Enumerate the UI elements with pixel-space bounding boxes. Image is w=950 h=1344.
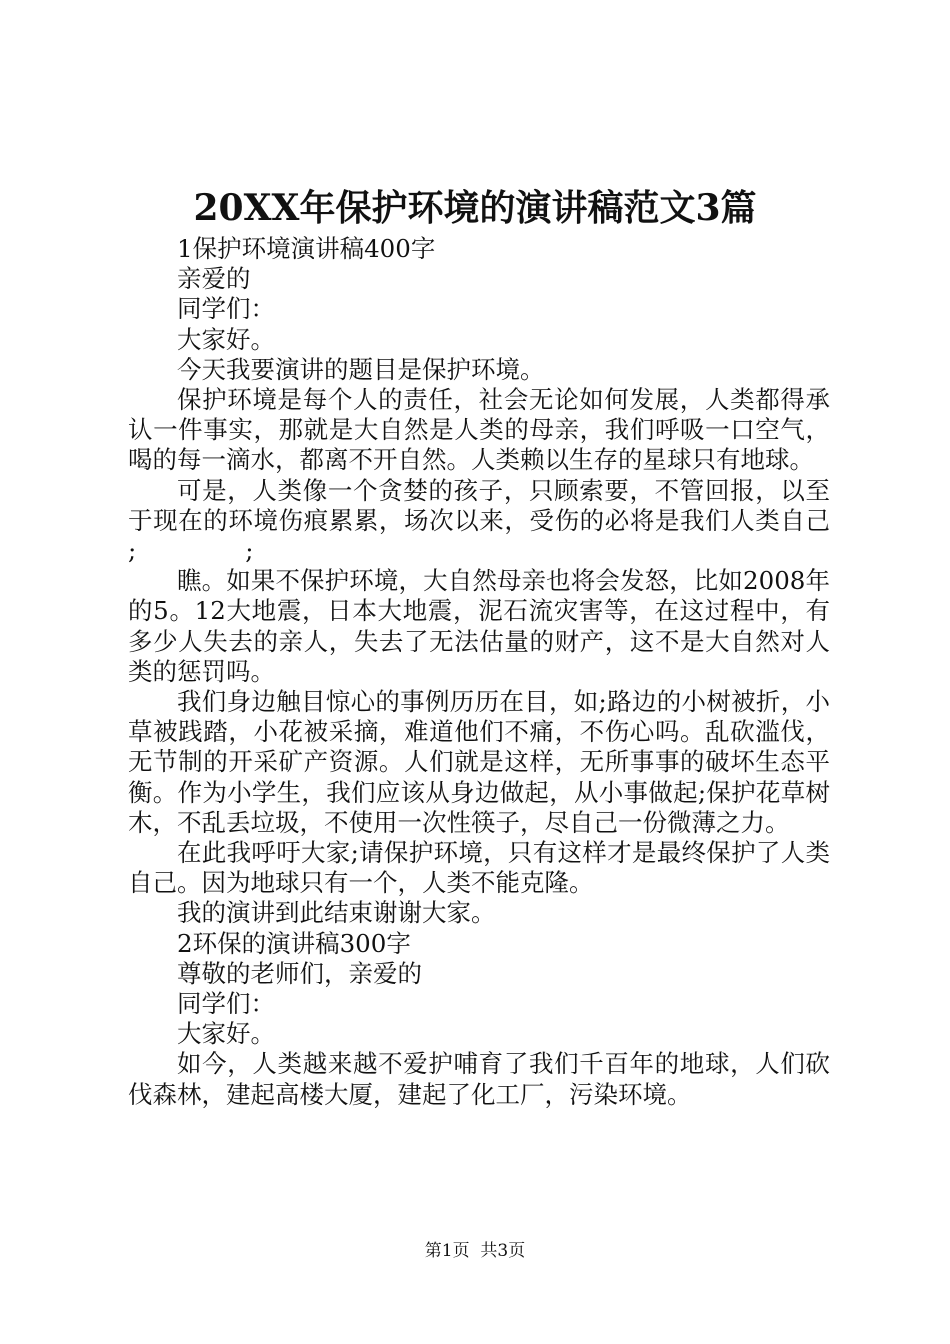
section-heading: 1保护环境演讲稿400字 (177, 234, 436, 263)
paragraph: 我们身边触目惊心的事例历历在目，如;路边的小树被折，小草被践踏，小花被采摘，难道他们不痛，不伤心吗。乱砍滥伐，无节制的开采矿产资源。人们就是这样，无所事事的破坏生态平衡。作为小学生，我们应该从身边做起，从小事做起;保护花草树木，不乱丢垃圾，不使用一次性筷子，尽自己一份微薄之力。 (128, 687, 830, 837)
document-body (128, 234, 940, 1110)
salutation-line: 尊敬的老师们，亲爱的 (177, 958, 422, 988)
salutation-line: 同学们： (177, 989, 275, 1019)
salutation-line: 同学们： (177, 294, 275, 324)
section-heading: 2环保的演讲稿300字 (177, 928, 411, 958)
paragraph: 在此我呼吁大家;请保护环境，只有这样才是最终保护了人类自己。因为地球只有一个，人类不能克隆。 (128, 838, 830, 898)
salutation-line: 亲爱的 (177, 264, 251, 294)
paragraph: 瞧。如果不保护环境，大自然母亲也将会发怒，比如2008年的5。12大地震，日本大地震，泥石流灾害等，在这过程中，有多少人失去的亲人，失去了无法估量的财产，这不是大自然对人类的惩罚吗。 (128, 566, 830, 686)
page-title: 20XX年保护环境的演讲稿范文3篇 (193, 187, 757, 229)
paragraph: 我的演讲到此结束谢谢大家。 (177, 898, 496, 928)
paragraph: 今天我要演讲的题目是保护环境。 (177, 354, 545, 384)
paragraph: 可是，人类像一个贪婪的孩子，只顾索要，不管回报，以至于现在的环境伤痕累累，场次以来，受伤的必将是我们人类自己 ; ; (128, 475, 940, 566)
paragraph: 保护环境是每个人的责任，社会无论如何发展，人类都得承认一件事实，那就是大自然是人类的母亲，我们呼吸一口空气，喝的每一滴水，都离不开自然。人类赖以生存的星球只有地球。 (128, 385, 830, 475)
paragraph: 如今，人类越来越不爱护哺育了我们千百年的地球，人们砍伐森林，建起高楼大厦，建起了化工厂，污染环境。 (128, 1049, 830, 1109)
greeting-line: 大家好。 (177, 1019, 275, 1049)
greeting-line: 大家好。 (177, 324, 275, 354)
page-number-footer: 第1页 共3页 (424, 1241, 526, 1261)
